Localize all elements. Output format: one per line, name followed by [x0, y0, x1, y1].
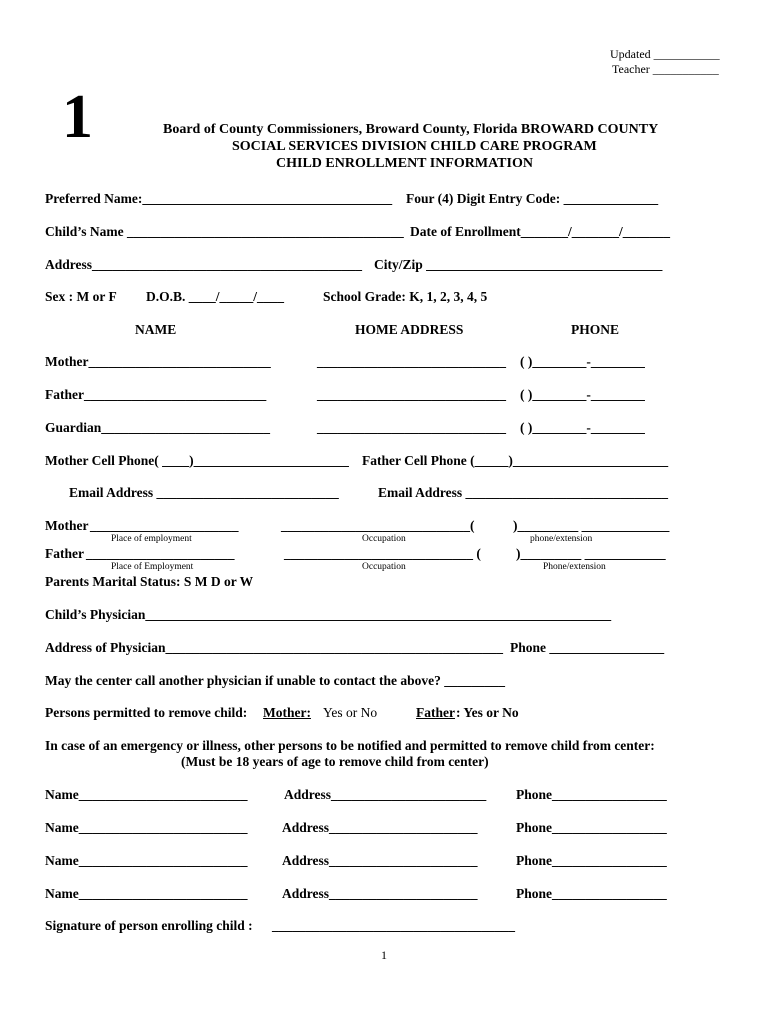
father-occupation-field[interactable]: ____________________________ (	[284, 546, 481, 561]
column-header-phone: PHONE	[571, 322, 620, 337]
mother-cell-phone-field[interactable]: Mother Cell Phone( ____)_______________________	[45, 453, 349, 468]
address-field[interactable]: Address________________________________________	[45, 257, 363, 272]
caption-phone-extension: phone/extension	[530, 534, 593, 544]
page-number: 1	[381, 948, 387, 962]
mother-permission-label: Mother:	[263, 705, 311, 720]
signature-label: Signature of person enrolling child :	[45, 918, 253, 933]
father-employment-label: Father	[45, 546, 84, 561]
father-employer-field[interactable]: ______________________	[86, 546, 235, 561]
father-phone-field[interactable]: ( )________-________	[520, 387, 645, 402]
mother-employer-field[interactable]: ______________________	[90, 518, 239, 533]
mother-employment-label: Mother	[45, 518, 89, 533]
mother-address-field[interactable]: ____________________________	[317, 354, 506, 369]
call-another-physician-field[interactable]: May the center call another physician if unable to contact the above? _________	[45, 673, 505, 688]
physician-address-field[interactable]: Address of Physician__________________________________________________	[45, 640, 504, 655]
caption-phone-extension-father: Phone/extension	[543, 562, 606, 572]
guardian-address-field[interactable]: ____________________________	[317, 420, 506, 435]
entry-code-field[interactable]: Four (4) Digit Entry Code: ______________	[406, 191, 659, 206]
preferred-name-field[interactable]: Preferred Name:_____________________________________	[45, 191, 393, 206]
emergency-phone-field-3[interactable]: Phone_________________	[516, 853, 667, 868]
father-work-phone-field[interactable]: )_________ ____________	[516, 546, 666, 561]
column-header-name: NAME	[135, 322, 177, 337]
father-permission-label: Father	[416, 705, 455, 720]
emergency-address-field-3[interactable]: Address______________________	[282, 853, 478, 868]
guardian-name-field[interactable]: Guardian_________________________	[45, 420, 271, 435]
mother-phone-field[interactable]: ( )________-________	[520, 354, 645, 369]
father-email-field[interactable]: Email Address ______________________________	[378, 485, 669, 500]
emergency-phone-field-4[interactable]: Phone_________________	[516, 886, 667, 901]
enrollment-date-field[interactable]: Date of Enrollment_______/_______/_______	[410, 224, 670, 239]
father-cell-phone-field[interactable]: Father Cell Phone (_____)_______________________	[362, 453, 669, 468]
mother-work-phone-field[interactable]: )_________ _____________	[513, 518, 670, 533]
emergency-address-field-1[interactable]: Address_______________________	[284, 787, 487, 802]
father-permission-choice[interactable]: : Yes or No	[456, 705, 519, 720]
page-marker-number: 1	[62, 83, 93, 151]
emergency-phone-field-2[interactable]: Phone_________________	[516, 820, 667, 835]
emergency-address-field-4[interactable]: Address______________________	[282, 886, 478, 901]
guardian-phone-field[interactable]: ( )________-________	[520, 420, 645, 435]
father-name-field[interactable]: Father___________________________	[45, 387, 267, 402]
school-grade-field[interactable]: School Grade: K, 1, 2, 3, 4, 5	[323, 289, 488, 304]
emergency-name-field-2[interactable]: Name_________________________	[45, 820, 248, 835]
mother-email-field[interactable]: Email Address ___________________________	[69, 485, 339, 500]
form-title-line-1: Board of County Commissioners, Broward County, Florida BROWARD COUNTY	[163, 122, 659, 137]
updated-field: Updated ___________	[610, 47, 720, 61]
childs-physician-field[interactable]: Child’s Physician_____________________________________________________________________	[45, 607, 612, 622]
caption-occupation-father: Occupation	[362, 562, 406, 572]
sex-field[interactable]: Sex : M or F	[45, 289, 117, 304]
city-zip-field[interactable]: City/Zip ___________________________________	[374, 257, 663, 272]
physician-phone-field[interactable]: Phone _________________	[510, 640, 665, 655]
signature-line[interactable]: ____________________________________	[272, 918, 515, 933]
emergency-phone-field-1[interactable]: Phone_________________	[516, 787, 667, 802]
teacher-field: Teacher ___________	[612, 62, 719, 76]
permitted-persons-label: Persons permitted to remove child:	[45, 705, 248, 720]
caption-place-of-employment: Place of employment	[111, 534, 192, 544]
column-header-home-address: HOME ADDRESS	[355, 322, 464, 337]
caption-occupation: Occupation	[362, 534, 406, 544]
marital-status-field[interactable]: Parents Marital Status: S M D or W	[45, 574, 254, 589]
dob-field[interactable]: D.O.B. ____/_____/____	[146, 289, 285, 304]
mother-permission-choice[interactable]: Yes or No	[323, 705, 378, 720]
mother-name-field[interactable]: Mother___________________________	[45, 354, 271, 369]
emergency-name-field-4[interactable]: Name_________________________	[45, 886, 248, 901]
caption-place-of-employment-father: Place of Employment	[111, 562, 194, 572]
form-title-line-2: SOCIAL SERVICES DIVISION CHILD CARE PROGRAM	[232, 139, 597, 154]
mother-occupation-field[interactable]: ____________________________(	[281, 518, 475, 533]
emergency-instructions-line-2: (Must be 18 years of age to remove child from center)	[181, 754, 489, 769]
emergency-name-field-1[interactable]: Name_________________________	[45, 787, 248, 802]
childs-name-field[interactable]: Child’s Name _________________________________________	[45, 224, 404, 239]
father-address-field[interactable]: ____________________________	[317, 387, 506, 402]
emergency-address-field-2[interactable]: Address______________________	[282, 820, 478, 835]
form-title-line-3: CHILD ENROLLMENT INFORMATION	[276, 156, 533, 171]
emergency-instructions-line-1: In case of an emergency or illness, other persons to be notified and permitted to remove child from center:	[45, 738, 655, 753]
emergency-name-field-3[interactable]: Name_________________________	[45, 853, 248, 868]
